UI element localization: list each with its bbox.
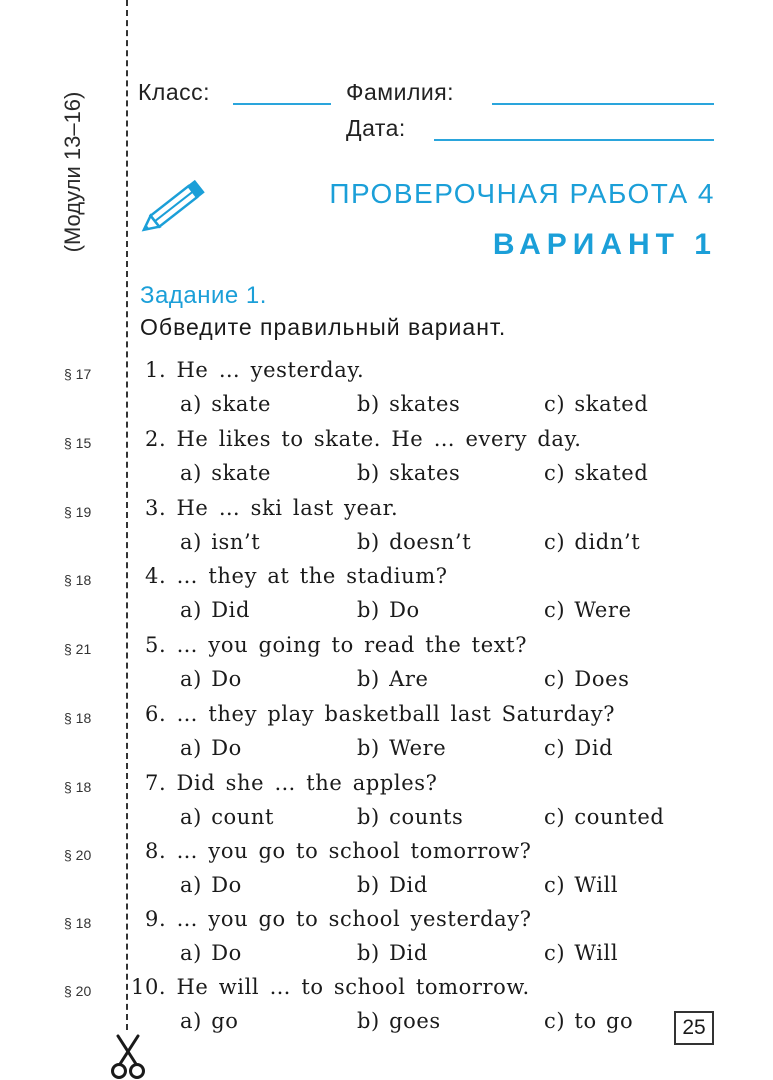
option-b[interactable]: b) Did — [357, 941, 428, 965]
question-ref: § 18 — [64, 710, 92, 726]
question-2 — [0, 425, 773, 493]
question-text: 5. … you going to read the text? — [145, 633, 528, 657]
option-b[interactable]: b) doesn’t — [357, 530, 472, 554]
question-1 — [0, 356, 773, 424]
question-ref: § 19 — [64, 504, 92, 520]
modules-label: (Модули 13–16) — [60, 91, 85, 253]
option-a[interactable]: a) Do — [180, 873, 242, 897]
option-b[interactable]: b) Were — [357, 736, 447, 760]
task-instruction: Обведите правильный вариант. — [140, 314, 507, 340]
question-ref: § 18 — [64, 779, 92, 795]
question-10 — [0, 973, 773, 1041]
question-text: 10. He will … to school tomorrow. — [131, 975, 530, 999]
option-a[interactable]: a) go — [180, 1009, 239, 1033]
question-text: 2. He likes to skate. He … every day. — [145, 427, 582, 451]
question-6 — [0, 700, 773, 768]
question-ref: § 20 — [64, 847, 92, 863]
question-ref: § 17 — [64, 366, 92, 382]
pencil-icon — [138, 172, 214, 240]
surname-field[interactable] — [492, 103, 714, 105]
option-c[interactable]: c) Did — [544, 736, 614, 760]
question-ref: § 21 — [64, 641, 92, 657]
option-a[interactable]: a) isn’t — [180, 530, 261, 554]
date-label: Дата: — [346, 115, 406, 141]
option-c[interactable]: c) didn’t — [544, 530, 641, 554]
scissors-icon — [110, 1034, 146, 1080]
option-b[interactable]: b) counts — [357, 805, 464, 829]
question-text: 8. … you go to school tomorrow? — [145, 839, 532, 863]
option-c[interactable]: c) counted — [544, 805, 665, 829]
option-c[interactable]: c) skated — [544, 461, 649, 485]
option-c[interactable]: c) Will — [544, 941, 619, 965]
option-b[interactable]: b) skates — [357, 392, 461, 416]
question-ref: § 18 — [64, 915, 92, 931]
question-text: 4. … they at the stadium? — [145, 564, 448, 588]
question-4 — [0, 562, 773, 630]
option-a[interactable]: a) Did — [180, 598, 250, 622]
question-text: 9. … you go to school yesterday? — [145, 907, 532, 931]
class-field[interactable] — [233, 103, 331, 105]
option-a[interactable]: a) Do — [180, 667, 242, 691]
question-ref: § 18 — [64, 572, 92, 588]
option-b[interactable]: b) skates — [357, 461, 461, 485]
question-text: 7. Did she … the apples? — [145, 771, 438, 795]
option-b[interactable]: b) goes — [357, 1009, 441, 1033]
question-ref: § 20 — [64, 983, 92, 999]
surname-label: Фамилия: — [346, 79, 455, 105]
test-title: ПРОВЕРОЧНАЯ РАБОТА 4 — [329, 178, 715, 209]
option-c[interactable]: c) skated — [544, 392, 649, 416]
question-9 — [0, 905, 773, 973]
question-text: 1. He … yesterday. — [145, 358, 365, 382]
question-text: 3. He … ski last year. — [145, 496, 399, 520]
question-8 — [0, 837, 773, 905]
option-a[interactable]: a) count — [180, 805, 275, 829]
class-label: Класс: — [138, 79, 210, 105]
option-c[interactable]: c) to go — [544, 1009, 634, 1033]
question-text: 6. … they play basketball last Saturday? — [145, 702, 616, 726]
option-c[interactable]: c) Does — [544, 667, 630, 691]
option-a[interactable]: a) skate — [180, 392, 272, 416]
task-title: Задание 1. — [140, 282, 267, 309]
variant-title: ВАРИАНТ 1 — [492, 228, 717, 261]
date-field[interactable] — [434, 139, 714, 141]
option-a[interactable]: a) Do — [180, 941, 242, 965]
option-a[interactable]: a) Do — [180, 736, 242, 760]
question-5 — [0, 631, 773, 699]
question-7 — [0, 769, 773, 837]
option-a[interactable]: a) skate — [180, 461, 272, 485]
question-3 — [0, 494, 773, 562]
option-c[interactable]: c) Will — [544, 873, 619, 897]
option-b[interactable]: b) Did — [357, 873, 428, 897]
option-b[interactable]: b) Do — [357, 598, 420, 622]
option-c[interactable]: c) Were — [544, 598, 632, 622]
question-ref: § 15 — [64, 435, 92, 451]
option-b[interactable]: b) Are — [357, 667, 429, 691]
page-number: 25 — [674, 1011, 714, 1045]
